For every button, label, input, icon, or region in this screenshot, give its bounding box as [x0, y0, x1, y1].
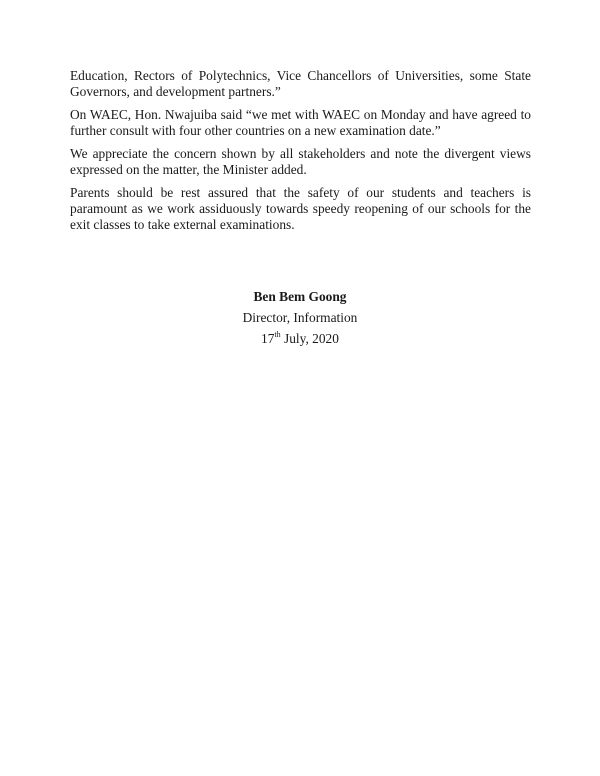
release-date — [0, 328, 600, 349]
release-date-rest: July, 2020 — [280, 331, 339, 346]
paragraph-stakeholders-list: Education, Rectors of Polytechnics, Vice Chancellors of Universities, some State Governors, and development partners.” — [70, 68, 531, 99]
release-date-day: 17 — [261, 331, 275, 346]
release-date-suffix: th — [274, 329, 281, 339]
signatory-title: Director, Information — [242, 310, 358, 325]
paragraph-appreciation: We appreciate the concern shown by all stakeholders and note the divergent views expressed on the matter, the Minister added. — [70, 146, 531, 177]
signature-block — [0, 286, 600, 349]
signatory-name: Ben Bem Goong — [253, 289, 347, 304]
document-body — [70, 68, 531, 240]
paragraph-waec: On WAEC, Hon. Nwajuiba said “we met with WAEC on Monday and have agreed to further consult with four other countries on a new examination date.” — [70, 107, 531, 138]
paragraph-parents-assurance: Parents should be rest assured that the safety of our students and teachers is paramount as we work assiduously towards speedy reopening of our schools for the exit classes to take external examinations. — [70, 185, 531, 232]
